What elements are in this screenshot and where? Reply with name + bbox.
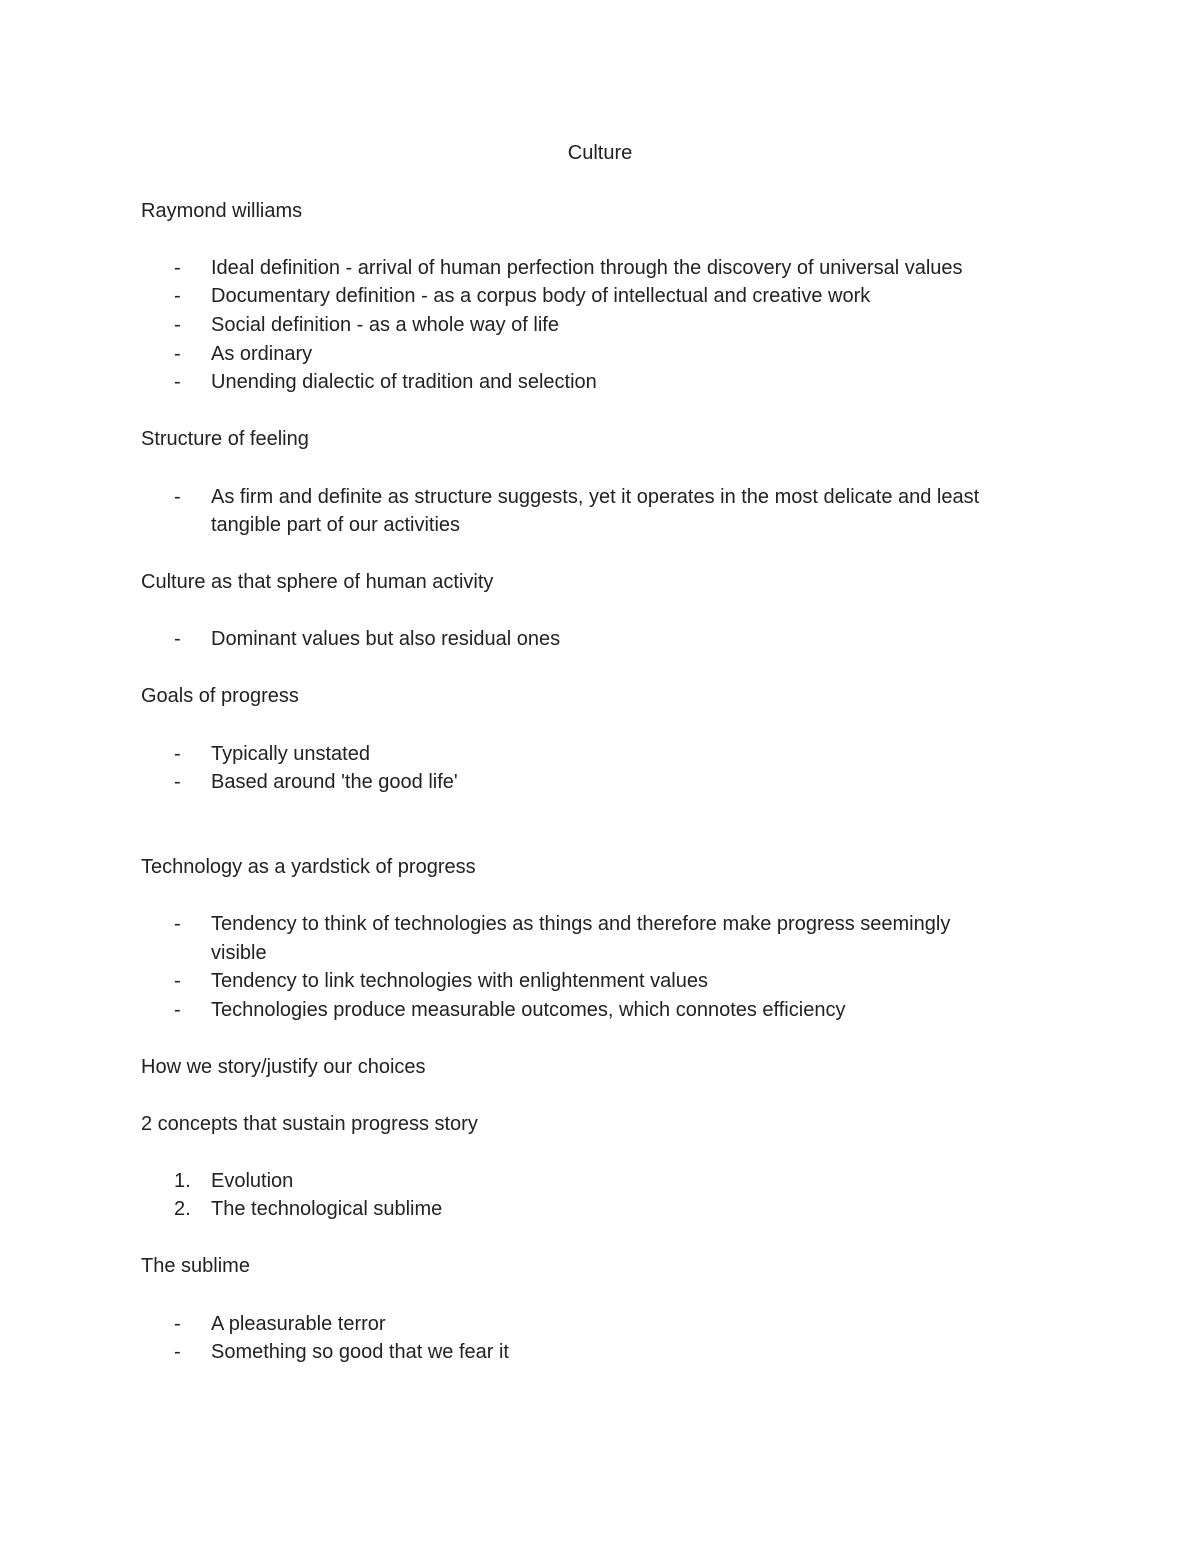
list-marker: - [174,913,181,935]
list-marker: - [174,285,181,307]
list-marker: - [174,371,181,393]
section-heading: Culture as that sphere of human activity [141,571,494,593]
list-item: As ordinary [211,343,313,365]
list-item: Tendency to think of technologies as things and therefore make progress seemingly [211,913,951,935]
list-marker: - [174,314,181,336]
list-item-continuation: tangible part of our activities [211,514,461,536]
list-marker: - [174,999,181,1021]
list-item-continuation: visible [211,942,267,964]
list-item: Documentary definition - as a corpus body of intellectual and creative work [211,285,871,307]
list-item: Social definition - as a whole way of life [211,314,559,336]
list-item: Evolution [211,1170,294,1192]
list-marker: - [174,743,181,765]
list-item: Based around 'the good life' [211,771,458,793]
list-marker: - [174,771,181,793]
list-item: Unending dialectic of tradition and selection [211,371,597,393]
section-heading: Structure of feeling [141,428,309,450]
list-item: The technological sublime [211,1198,443,1220]
list-marker: - [174,343,181,365]
list-item: Typically unstated [211,743,370,765]
section-heading: Technology as a yardstick of progress [141,856,476,878]
list-item: As firm and definite as structure suggests, yet it operates in the most delicate and least [211,486,980,508]
list-number: 2. [174,1198,191,1220]
list-marker: - [174,1313,181,1335]
list-item: A pleasurable terror [211,1313,386,1335]
list-item: Ideal definition - arrival of human perfection through the discovery of universal values [211,257,963,279]
list-marker: - [174,970,181,992]
section-heading: Goals of progress [141,685,299,707]
list-marker: - [174,486,181,508]
page-title: Culture [567,142,633,164]
list-item: Tendency to link technologies with enlightenment values [211,970,708,992]
list-marker: - [174,628,181,650]
section-heading: Raymond williams [141,200,303,222]
section-heading: How we story/justify our choices [141,1056,426,1078]
list-item: Technologies produce measurable outcomes, which connotes efficiency [211,999,846,1021]
list-number: 1. [174,1170,191,1192]
section-heading: 2 concepts that sustain progress story [141,1113,478,1135]
list-marker: - [174,1341,181,1363]
list-item: Something so good that we fear it [211,1341,509,1363]
list-marker: - [174,257,181,279]
list-item: Dominant values but also residual ones [211,628,561,650]
section-heading: The sublime [141,1255,250,1277]
